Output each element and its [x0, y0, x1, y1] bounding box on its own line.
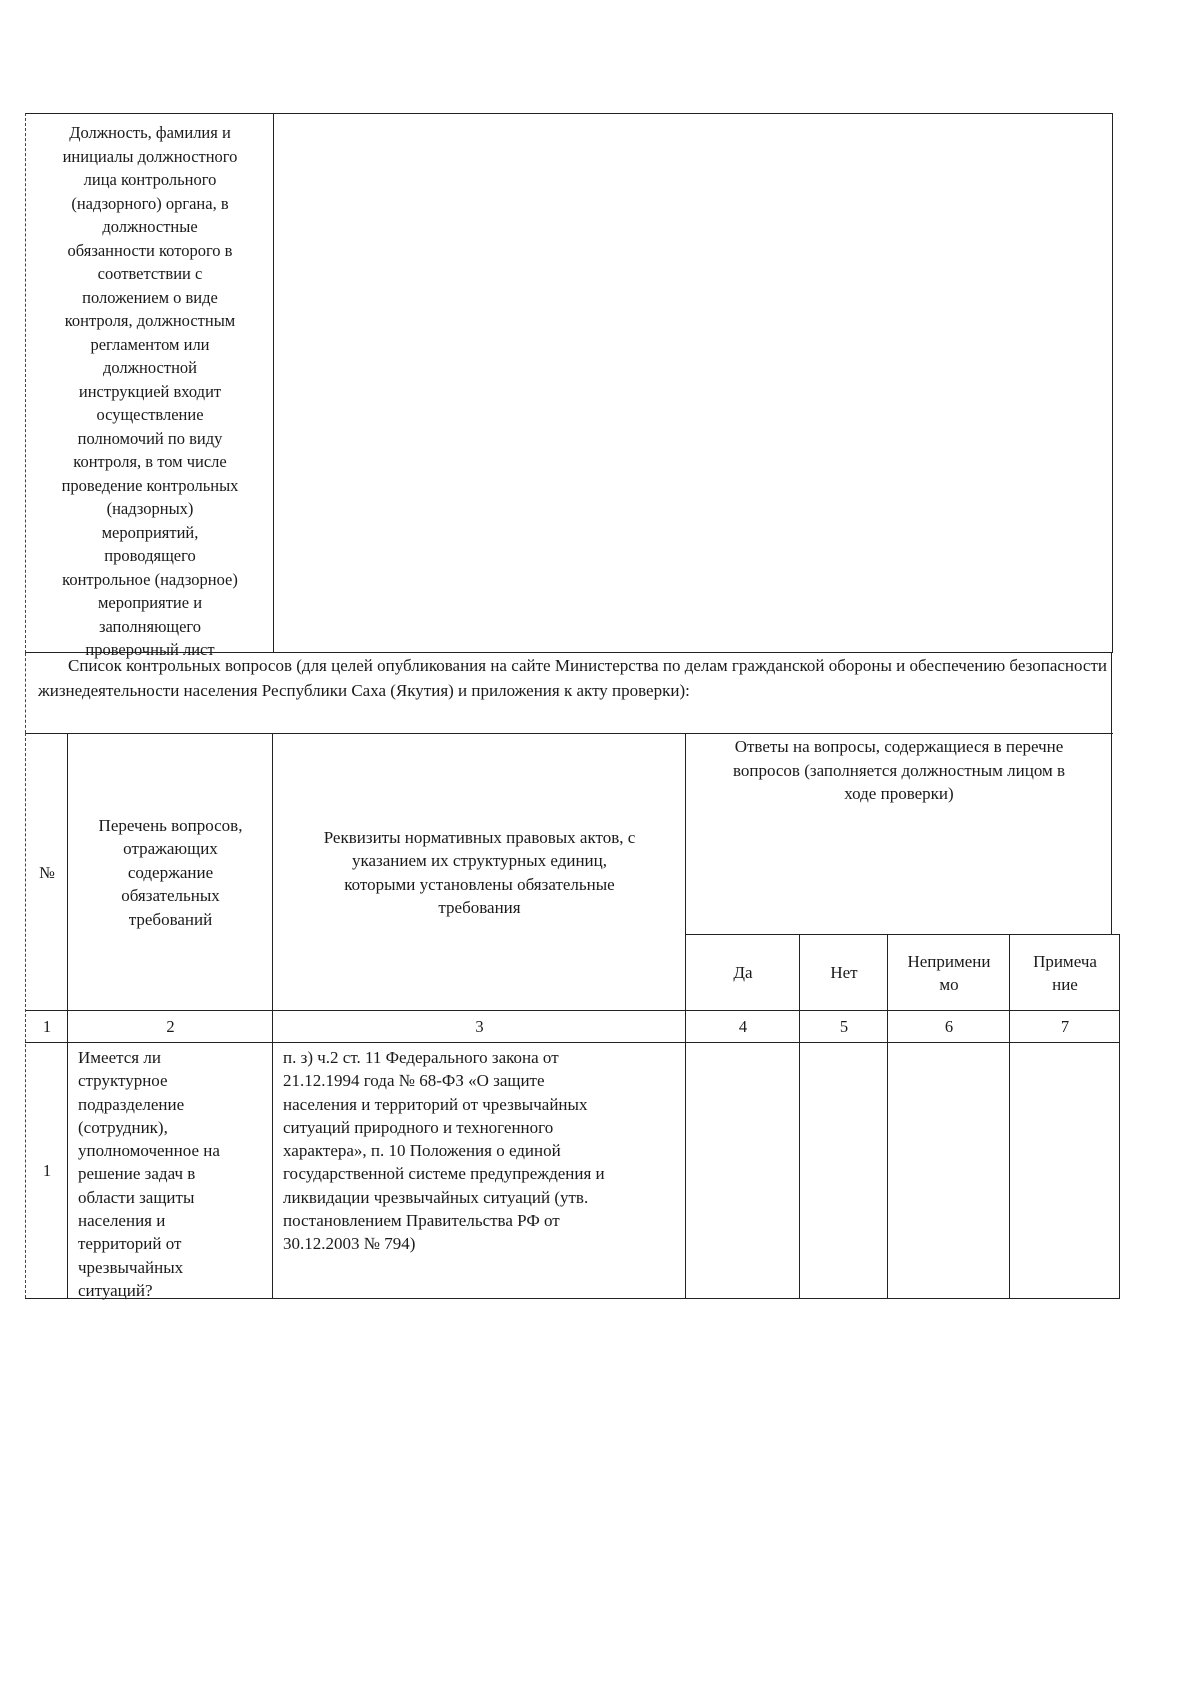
header-yes: Да	[733, 963, 753, 983]
col-divider-1	[67, 733, 68, 1298]
question-list-intro: Список контрольных вопросов (для целей опубликования на сайте Министерства по делам гражданской обороны и обеспечению безопасности жизнедеятельности населения Республики Саха (Якутия) и приложения к акту проверки):	[38, 656, 1108, 700]
column-numbers-top-border	[25, 1010, 1120, 1011]
row-legal-acts: п. з) ч.2 ст. 11 Федерального закона от 21.12.1994 года № 68-ФЗ «О защите населения и территорий от чрезвычайных ситуаций природного и техногенного характера», п. 10 Положения о единой государственной системе предупреждения и ликвидации чрезвычайных ситуаций (утв. постановлением Правительства РФ от 30.12.2003 № 794)	[283, 1048, 605, 1254]
column-number-6: 6	[944, 1017, 954, 1037]
column-number-2: 2	[166, 1017, 175, 1037]
column-number-5: 5	[839, 1017, 849, 1037]
col-divider-2	[272, 733, 273, 1298]
header-answers-group: Ответы на вопросы, содержащиеся в перечне вопросов (заполняется должностным лицом в ходе проверки)	[732, 737, 1066, 803]
col-divider-5	[887, 934, 888, 1298]
header-not-applicable: Непримени мо	[907, 951, 991, 994]
row-question: Имеется ли структурное подразделение (сотрудник), уполномоченное на решение задач в области защиты населения и территорий от чрезвычайных ситуаций?	[78, 1048, 220, 1300]
answer-note-cell[interactable]	[1011, 1044, 1119, 1298]
col-divider-4	[799, 934, 800, 1298]
table-right-border-lower	[1119, 934, 1120, 1298]
official-info-divider	[273, 113, 274, 653]
intro-left-border	[25, 653, 26, 733]
column-number-1: 1	[42, 1017, 52, 1037]
official-info-value-field[interactable]	[276, 116, 1110, 650]
table-left-border	[25, 733, 26, 1298]
row-number: 1	[42, 1161, 52, 1181]
answer-no-cell[interactable]	[801, 1044, 887, 1298]
header-number: №	[39, 862, 55, 882]
header-no: Нет	[830, 963, 858, 983]
table-right-border-upper	[1111, 733, 1112, 934]
intro-right-border	[1111, 653, 1112, 733]
header-legal-acts: Реквизиты нормативных правовых актов, с указанием их структурных единиц, которыми установлены обязательные требования	[323, 827, 636, 917]
header-note: Примеча ние	[1033, 951, 1097, 994]
column-number-4: 4	[738, 1017, 748, 1037]
official-info-label: Должность, фамилия и инициалы должностного лица контрольного (надзорного) органа, в должностные обязанности которого в соответствии с положением о виде контроля, должностным регламентом или должностной инструкцией входит осуществление полномочий по виду контроля, в том числе проведение контрольных (надзорных) мероприятий, проводящего контрольное (надзорное) мероприятие и заполняющего проверочный лист	[61, 123, 239, 659]
header-questions: Перечень вопросов, отражающих содержание обязательных требований	[98, 815, 243, 929]
column-number-7: 7	[1060, 1017, 1070, 1037]
column-number-3: 3	[475, 1017, 484, 1037]
answer-yes-cell[interactable]	[687, 1044, 799, 1298]
col-divider-6	[1009, 934, 1010, 1298]
column-numbers-bottom-border	[25, 1042, 1120, 1043]
col-divider-3	[685, 733, 686, 1298]
answer-not-applicable-cell[interactable]	[889, 1044, 1009, 1298]
